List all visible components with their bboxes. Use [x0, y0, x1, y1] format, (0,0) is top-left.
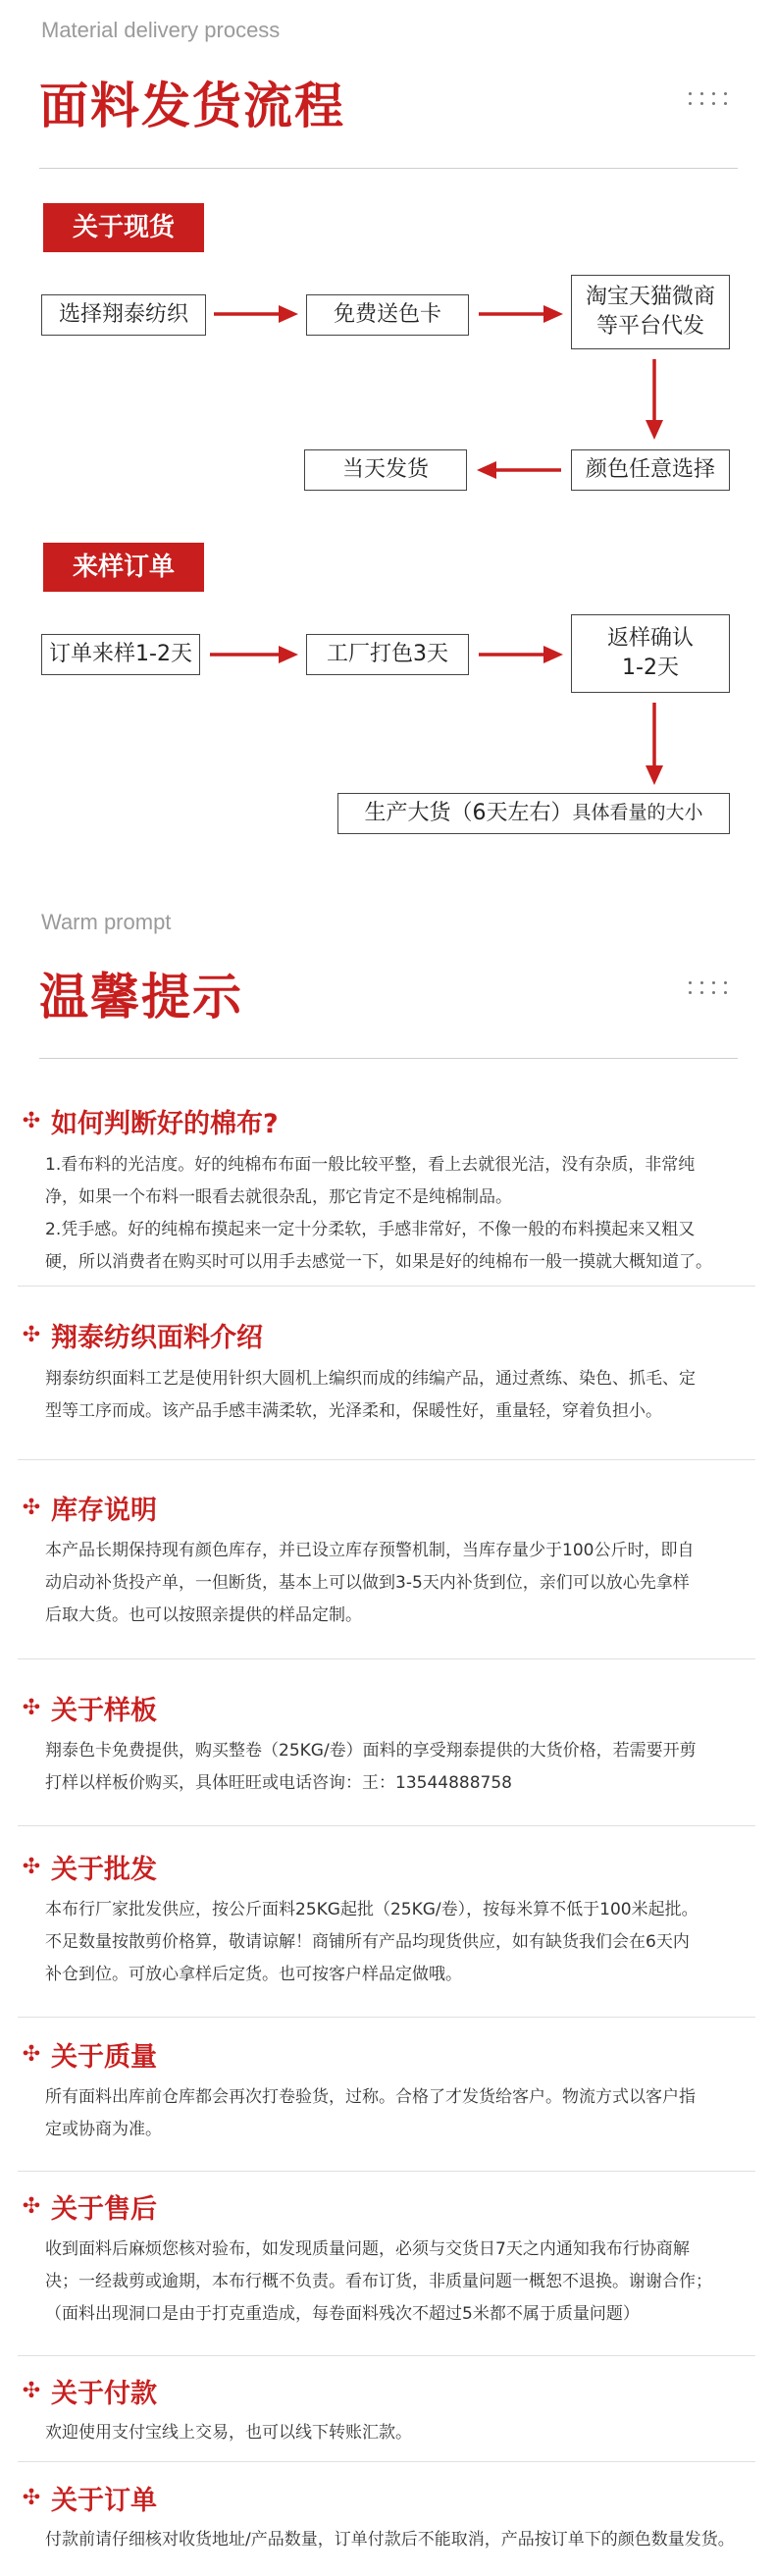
arrow-left-icon — [477, 458, 561, 482]
tip-line: 硬，所以消费者在购买时可以用手去感觉一下，如果是好的纯棉布一般一摸就大概知道了。 — [45, 1252, 712, 1272]
cross-icon: ✣ — [22, 1108, 41, 1133]
separator — [18, 2355, 755, 2356]
flow2-step-confirm-line2: 1-2天 — [622, 656, 679, 680]
separator — [18, 2461, 755, 2462]
divider — [39, 168, 738, 169]
tip-body — [45, 1363, 751, 1428]
tip-line: 打样以样板价购买，具体旺旺或电话咨询：王：13544888758 — [45, 1773, 512, 1793]
tip-heading — [18, 1690, 157, 1725]
cross-icon: ✣ — [22, 1322, 41, 1347]
tip-line: （面料出现洞口是由于打克重造成，每卷面料残次不超过5米都不属于质量问题） — [45, 2304, 640, 2324]
flow1-step-color: 颜色任意选择 — [571, 449, 730, 491]
tip-line: 付款前请仔细核对收货地址/产品数量，订单付款后不能取消，产品按订单下的颜色数量发货。 — [45, 2530, 735, 2550]
tip-line: 后取大货。也可以按照亲提供的样品定制。 — [45, 1605, 362, 1625]
tip-title: 关于批发 — [51, 1854, 157, 1885]
tip-heading — [18, 2188, 157, 2224]
separator — [18, 1459, 755, 1460]
arrow-down-icon — [643, 359, 666, 440]
tip-line: 型等工序而成。该产品手感丰满柔软，光泽柔和，保暖性好，重量轻，穿着负担小。 — [45, 1401, 662, 1421]
tip-line: 动启动补货投产单，一但断货，基本上可以做到3-5天内补货到位，亲们可以放心先拿样 — [45, 1573, 690, 1593]
tip-body — [45, 2081, 751, 2146]
tip-heading — [18, 1849, 157, 1884]
tip-heading — [18, 2373, 157, 2408]
cross-icon: ✣ — [22, 2378, 41, 2403]
tip-line: 不足数量按散剪价格算，敬请谅解！商铺所有产品均现货供应，如有缺货我们会在6天内 — [45, 1932, 690, 1952]
section-subtitle-en: Warm prompt — [41, 910, 172, 934]
tip-line: 本产品长期保持现有颜色库存，并已设立库存预警机制，当库存量少于100公斤时，即自 — [45, 1541, 695, 1560]
arrow-down-icon — [643, 703, 666, 785]
tip-line: 欢迎使用支付宝线上交易，也可以线下转账汇款。 — [45, 2423, 412, 2443]
cross-icon: ✣ — [22, 1695, 41, 1720]
cross-icon: ✣ — [22, 1854, 41, 1879]
tip-body — [45, 2417, 751, 2449]
tip-line: 翔泰纺织面料工艺是使用针织大圆机上编织而成的纬编产品，通过煮练、染色、抓毛、定 — [45, 1369, 696, 1389]
arrow-right-icon — [214, 302, 298, 326]
tip-line: 2.凭手感。好的纯棉布摸起来一定十分柔软，手感非常好，不像一般的布料摸起来又粗又 — [45, 1220, 696, 1239]
flow2-step-sample: 订单来样1-2天 — [41, 634, 200, 675]
section-subtitle-en: Material delivery process — [41, 18, 281, 42]
tip-line: 决；一经裁剪或逾期，本布行概不负责。看布订货，非质量问题一概恕不退换。谢谢合作； — [45, 2272, 712, 2291]
flow2-step-confirm — [571, 614, 730, 693]
cross-icon: ✣ — [22, 2041, 41, 2067]
tip-title: 如何判断好的棉布? — [51, 1108, 279, 1139]
tip-heading — [18, 1103, 279, 1138]
arrow-right-icon — [479, 302, 563, 326]
tip-line: 收到面料后麻烦您核对验布，如发现质量问题，必须与交货日7天之内通知我布行协商解 — [45, 2239, 690, 2259]
divider — [39, 1058, 738, 1059]
tip-body — [45, 1149, 751, 1279]
flow1-step-same-day: 当天发货 — [304, 449, 467, 491]
flow1-step-free-swatch: 免费送色卡 — [306, 294, 469, 336]
flow1-step-choose: 选择翔泰纺织 — [41, 294, 206, 336]
tip-title: 关于售后 — [51, 2193, 157, 2225]
flow2-step-production-main: 生产大货（6天左右） — [364, 801, 573, 826]
flow2-step-production-note: 具体看量的大小 — [572, 802, 703, 824]
tip-body — [45, 1535, 751, 1632]
tip-heading — [18, 1490, 157, 1525]
cross-icon: ✣ — [22, 2485, 41, 2510]
tip-line: 1.看布料的光洁度。好的纯棉布布面一般比较平整，看上去就很光洁，没有杂质，非常纯 — [45, 1155, 696, 1175]
flow2-step-confirm-line1: 返样确认 — [606, 626, 694, 652]
separator — [18, 1825, 755, 1826]
separator — [18, 1658, 755, 1659]
tip-line: 净，如果一个布料一眼看去就很杂乱，那它肯定不是纯棉制品。 — [45, 1187, 512, 1207]
arrow-right-icon — [210, 643, 298, 666]
tip-line: 补仓到位。可放心拿样后定货。也可按客户样品定做哦。 — [45, 1965, 462, 1984]
tip-body — [45, 2234, 751, 2331]
separator — [18, 2017, 755, 2018]
tip-title: 关于样板 — [51, 1695, 157, 1726]
dots-icon — [689, 92, 738, 112]
arrow-right-icon — [479, 643, 563, 666]
cross-icon: ✣ — [22, 2193, 41, 2219]
tip-title: 关于质量 — [51, 2041, 157, 2073]
section-title: 面料发货流程 — [39, 78, 345, 134]
dots-icon — [689, 981, 738, 1001]
tip-heading — [18, 2480, 157, 2515]
tip-line: 所有面料出库前仓库都会再次打卷验货，过称。合格了才发货给客户。物流方式以客户指 — [45, 2087, 696, 2107]
tip-line: 本布行厂家批发供应，按公斤面料25KG起批（25KG/卷），按每米算不低于100米起批。 — [45, 1900, 698, 1919]
flow1-step-platform-line1: 淘宝天猫微商 — [585, 285, 715, 310]
section-title: 温馨提示 — [39, 969, 243, 1025]
tip-body — [45, 2524, 751, 2556]
tip-title: 关于订单 — [51, 2485, 157, 2516]
tip-body — [45, 1735, 751, 1800]
flow1-step-platform-line2: 等平台代发 — [595, 314, 704, 339]
tip-heading — [18, 1317, 263, 1352]
tip-title: 库存说明 — [51, 1495, 157, 1526]
separator — [18, 1286, 755, 1287]
flow-tag-in-stock: 关于现货 — [43, 203, 204, 252]
flow2-step-production — [337, 793, 730, 834]
tip-line: 定或协商为准。 — [45, 2120, 162, 2139]
flow-tag-sample-order: 来样订单 — [43, 543, 204, 592]
separator — [18, 2171, 755, 2172]
cross-icon: ✣ — [22, 1495, 41, 1520]
tip-title: 翔泰纺织面料介绍 — [51, 1322, 263, 1353]
flow2-step-dye: 工厂打色3天 — [306, 634, 469, 675]
tip-heading — [18, 2036, 157, 2072]
tip-body — [45, 1894, 751, 1991]
tip-line: 翔泰色卡免费提供，购买整卷（25KG/卷）面料的享受翔泰提供的大货价格，若需要开剪 — [45, 1741, 697, 1761]
tip-title: 关于付款 — [51, 2378, 157, 2409]
flow1-step-platform — [571, 275, 730, 349]
